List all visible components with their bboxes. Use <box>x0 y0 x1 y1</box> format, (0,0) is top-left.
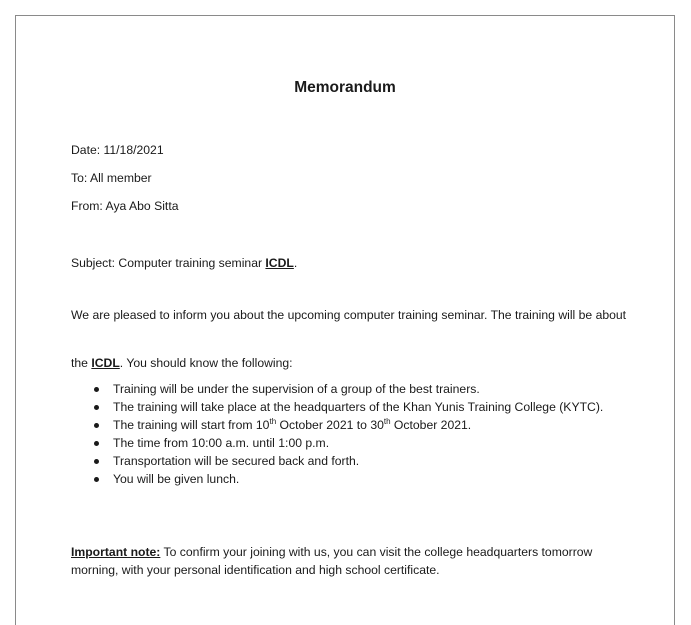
bullet-item: Training will be under the supervision of a group of the best trainers. <box>113 380 653 398</box>
memo-intro: We are pleased to inform you about the upcoming computer training seminar. The training will be about <box>71 308 627 322</box>
dates-part1: The training will start from 10 <box>113 418 270 432</box>
intro2-suffix: . You should know the following: <box>119 356 293 370</box>
dates-sup2: th <box>383 416 391 426</box>
memo-from: From: Aya Abo Sitta <box>71 199 179 213</box>
intro2-prefix: the <box>71 356 92 370</box>
memo-date: Date: 11/18/2021 <box>71 143 164 157</box>
bullet-item: The training will take place at the headquarters of the Khan Yunis Training College (KYTC). <box>113 398 653 416</box>
memo-bullet-list <box>71 380 653 488</box>
bullet-item: You will be given lunch. <box>113 470 653 488</box>
intro2-term: ICDL <box>91 356 120 370</box>
bullet-item-dates <box>113 416 653 434</box>
subject-term: ICDL <box>265 256 294 270</box>
bullet-item: The time from 10:00 a.m. until 1:00 p.m. <box>113 434 653 452</box>
memo-intro-line2 <box>71 356 293 370</box>
memo-subject <box>71 256 297 270</box>
bullet-item: Transportation will be secured back and forth. <box>113 452 653 470</box>
dates-part3: October 2021. <box>390 418 472 432</box>
note-label: Important note: <box>71 545 161 559</box>
subject-text: Subject: Computer training seminar <box>71 256 266 270</box>
memo-to: To: All member <box>71 171 152 185</box>
note-text: To confirm your joining with us, you can visit the college headquarters tomorrow morning, with your personal identification and high school certificate. <box>71 545 593 577</box>
subject-suffix: . <box>293 256 298 270</box>
dates-sup1: th <box>269 416 277 426</box>
memo-page <box>15 15 675 625</box>
dates-part2: October 2021 to 30 <box>276 418 384 432</box>
memo-title: Memorandum <box>294 79 396 96</box>
memo-important-note <box>71 543 639 579</box>
